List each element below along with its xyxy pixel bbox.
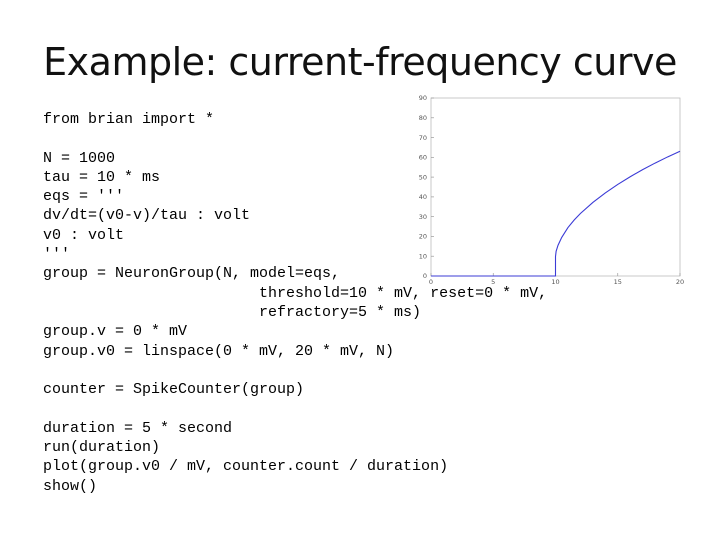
plot-frame	[431, 98, 680, 276]
code-line: threshold=10 * mV, reset=0 * mV,	[43, 284, 548, 302]
y-tick-label: 60	[418, 153, 427, 162]
y-tick-label: 30	[418, 212, 427, 221]
x-tick-label: 15	[613, 278, 622, 286]
y-tick-label: 90	[418, 94, 427, 103]
frequency-plot	[405, 92, 690, 292]
y-tick-label: 80	[418, 113, 427, 122]
code-line: group.v = 0 * mV	[43, 323, 188, 341]
code-line: tau = 10 * ms	[43, 168, 161, 186]
code-line: from brian import *	[43, 111, 215, 128]
code-line: group.v0 = linspace(0 * mV, 20 * mV, N)	[43, 342, 395, 360]
y-tick-label: 50	[418, 173, 427, 182]
y-tick-label: 40	[418, 193, 427, 202]
code-line: eqs = '''	[43, 188, 125, 206]
code-line: dv/dt=(v0-v)/tau : volt	[43, 207, 251, 225]
x-tick-label: 10	[551, 278, 560, 286]
code-line: '''	[43, 246, 71, 264]
code-line: N = 1000	[43, 149, 116, 167]
x-tick-label: 0	[428, 278, 434, 286]
y-tick-label: 0	[422, 272, 427, 281]
code-line: refractory=5 * ms)	[43, 303, 422, 321]
code-line: run(duration)	[43, 439, 161, 457]
code-line	[43, 361, 547, 380]
slide-title: Example: current-frequency curve	[43, 40, 677, 84]
code-line: counter = SpikeCounter(group)	[43, 381, 305, 399]
code-line: show()	[43, 477, 98, 495]
y-tick-label: 70	[418, 133, 427, 142]
x-tick-label: 5	[491, 278, 496, 286]
y-tick-label: 10	[418, 252, 427, 261]
series-line	[431, 151, 680, 276]
code-line: plot(group.v0 / mV, counter.count / duration)	[43, 458, 449, 476]
y-tick-label: 20	[418, 232, 427, 241]
code-line: duration = 5 * second	[43, 419, 233, 437]
code-line: v0 : volt	[43, 226, 125, 244]
code-line	[43, 399, 547, 418]
code-line: group = NeuronGroup(N, model=eqs,	[43, 265, 341, 283]
plot-svg	[405, 92, 690, 287]
x-tick-label: 20	[675, 278, 685, 286]
